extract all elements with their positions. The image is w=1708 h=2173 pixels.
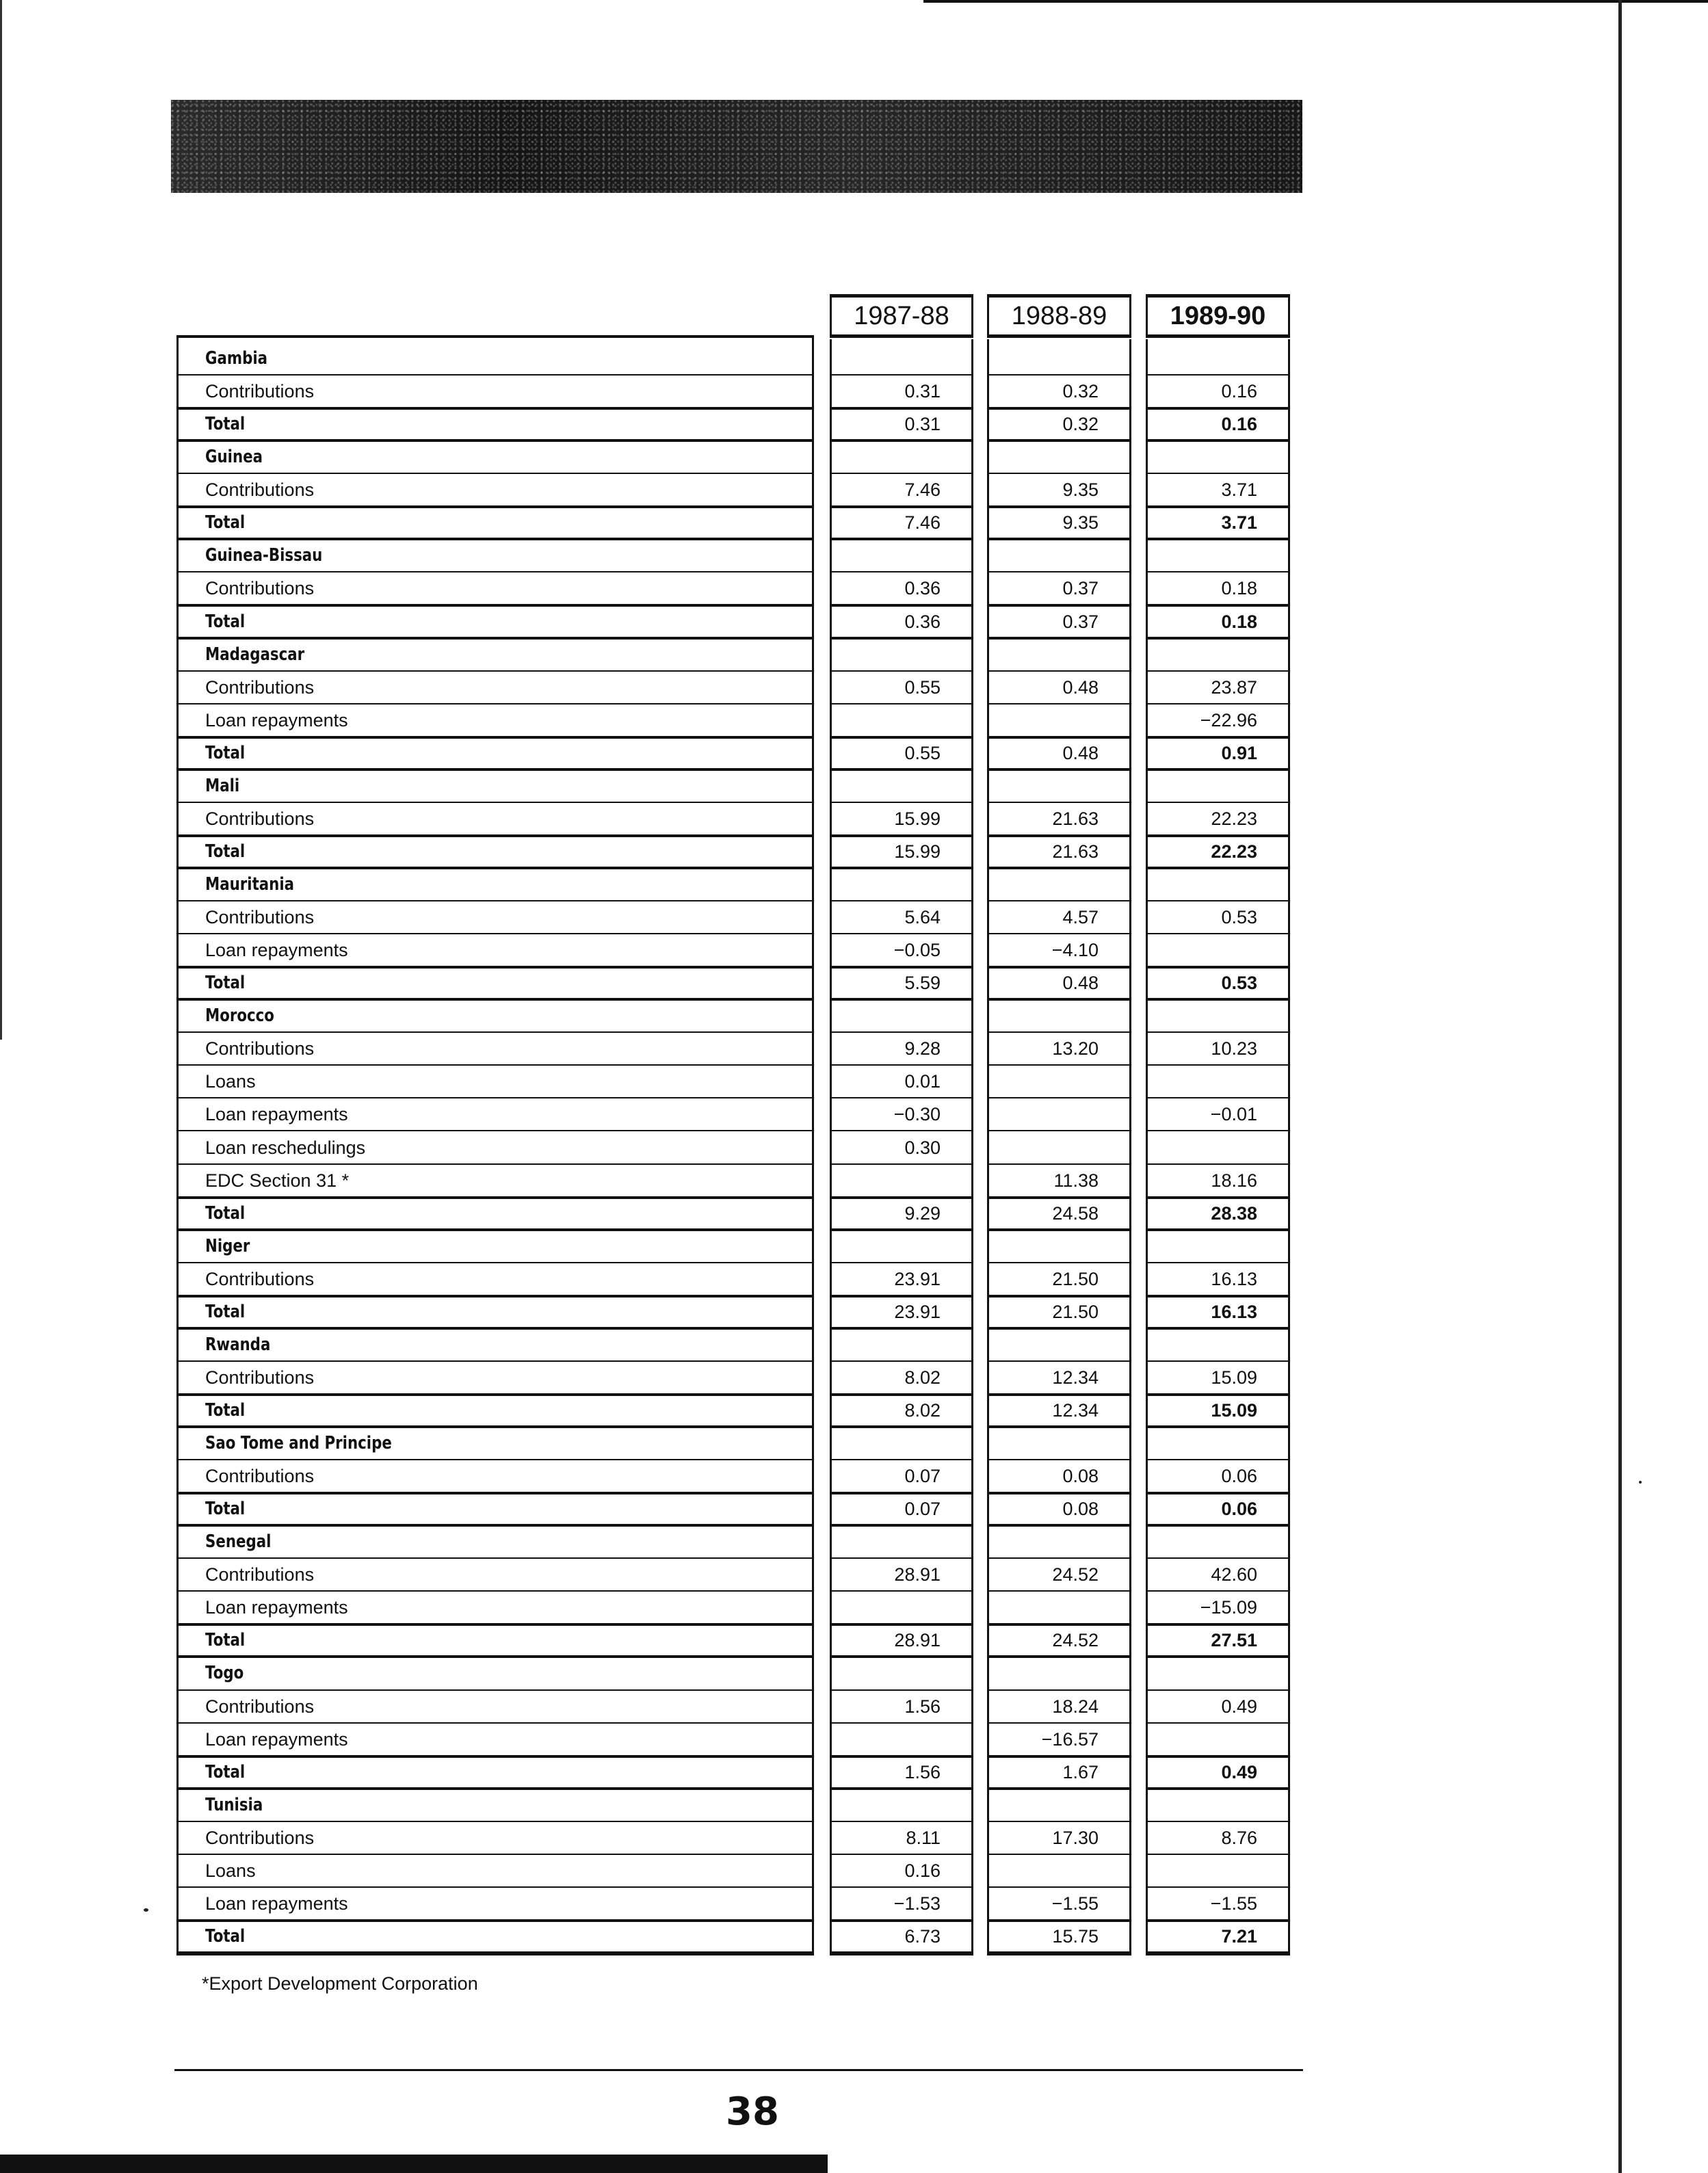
table-cell: 0.55 <box>904 676 941 698</box>
table-cell: 4.57 <box>1062 907 1099 928</box>
table-cell: 1.56 <box>904 1761 941 1782</box>
row-label: Contributions <box>205 1696 315 1717</box>
table-cell: −0.05 <box>893 940 941 961</box>
scan-speck <box>144 1908 148 1912</box>
table-cell: 0.49 <box>1221 1761 1257 1782</box>
table-cell: 0.37 <box>1062 611 1099 632</box>
table-cell: 21.50 <box>1052 1301 1099 1322</box>
table-cell: 0.08 <box>1062 1466 1099 1487</box>
footer-rule <box>174 2069 1303 2071</box>
row-label: Contributions <box>205 907 315 928</box>
table-cell: 21.63 <box>1052 841 1099 862</box>
row-label: Loan repayments <box>205 1104 348 1125</box>
row-label: Loans <box>205 1860 256 1881</box>
table-cell: 23.91 <box>894 1268 941 1289</box>
table-cell: 0.37 <box>1062 578 1099 599</box>
scan-speck <box>1639 1481 1642 1484</box>
footnote: *Export Development Corporation <box>202 1973 478 1994</box>
total-label: Total <box>205 1925 246 1947</box>
value-column-frame <box>830 339 973 1955</box>
country-name: Mali <box>205 775 240 796</box>
table-cell: 0.01 <box>904 1071 941 1092</box>
table-cell: 1.56 <box>904 1696 941 1717</box>
scan-edge-bottom <box>0 2155 828 2173</box>
row-label: EDC Section 31 * <box>205 1170 350 1191</box>
total-label: Total <box>205 1499 246 1520</box>
table-cell: 15.09 <box>1211 1367 1257 1388</box>
total-label: Total <box>205 1761 246 1782</box>
table-cell: −1.53 <box>893 1893 941 1914</box>
total-label: Total <box>205 1202 246 1224</box>
country-name: Tunisia <box>205 1794 263 1815</box>
total-label: Total <box>205 973 246 994</box>
total-label: Total <box>205 1630 246 1651</box>
table-cell: 0.53 <box>1221 973 1257 994</box>
table-cell: 0.36 <box>904 611 941 632</box>
table-cell: 21.50 <box>1052 1268 1099 1289</box>
table-cell: 9.35 <box>1062 479 1099 501</box>
row-label: Loan repayments <box>205 1597 348 1618</box>
table-cell: 22.23 <box>1211 841 1257 862</box>
table-cell: 0.55 <box>904 742 941 763</box>
row-label: Contributions <box>205 1466 315 1487</box>
table-cell: 24.52 <box>1052 1630 1099 1651</box>
table-cell: 15.99 <box>894 808 941 829</box>
table-cell: 5.59 <box>904 973 941 994</box>
table-cell: 0.49 <box>1221 1696 1257 1717</box>
scan-edge-left <box>0 0 2 1040</box>
header-band <box>171 100 1302 193</box>
country-name: Mauritania <box>205 874 295 895</box>
table-cell: 10.23 <box>1211 1038 1257 1059</box>
table-cell: 28.38 <box>1211 1202 1257 1224</box>
country-name: Rwanda <box>205 1334 271 1355</box>
table-cell: 9.35 <box>1062 512 1099 534</box>
label-column-frame <box>176 337 814 1955</box>
table-cell: 8.76 <box>1221 1827 1257 1848</box>
table-cell: 0.08 <box>1062 1499 1099 1520</box>
table-cell: 0.31 <box>904 381 941 402</box>
table-cell: 0.48 <box>1062 973 1099 994</box>
table-cell: −0.30 <box>893 1104 941 1125</box>
country-name: Guinea-Bissau <box>205 545 323 566</box>
table-cell: 9.28 <box>904 1038 941 1059</box>
row-label: Contributions <box>205 1038 315 1059</box>
total-label: Total <box>205 841 246 862</box>
table-cell: −0.01 <box>1210 1104 1257 1125</box>
table-cell: 23.91 <box>894 1301 941 1322</box>
column-header-0: 1987-88 <box>830 294 973 338</box>
row-label: Contributions <box>205 676 315 698</box>
table-cell: 0.31 <box>904 414 941 435</box>
table-cell: 7.46 <box>904 479 941 501</box>
total-label: Total <box>205 1301 246 1322</box>
country-name: Sao Tome and Principe <box>205 1433 392 1454</box>
table-cell: 0.48 <box>1062 742 1099 763</box>
table-cell: 8.02 <box>904 1399 941 1421</box>
table-cell: 11.38 <box>1053 1170 1099 1191</box>
table-cell: 8.02 <box>904 1367 941 1388</box>
table-cell: 0.16 <box>1221 414 1257 435</box>
country-name: Guinea <box>205 447 263 468</box>
row-label: Contributions <box>205 578 315 599</box>
table-cell: 8.11 <box>906 1827 941 1848</box>
row-label: Loan repayments <box>205 1728 348 1750</box>
table-cell: 7.21 <box>1221 1925 1257 1947</box>
table-cell: 0.16 <box>904 1860 941 1881</box>
table-cell: 1.67 <box>1062 1761 1099 1782</box>
table-cell: 3.71 <box>1221 479 1257 501</box>
table-cell: 23.87 <box>1211 676 1257 698</box>
row-label: Contributions <box>205 479 315 501</box>
total-label: Total <box>205 512 246 534</box>
column-header-1: 1988-89 <box>987 294 1131 338</box>
table-cell: 18.16 <box>1211 1170 1257 1191</box>
scan-edge-right <box>1618 0 1622 2173</box>
table-cell: 27.51 <box>1211 1630 1257 1651</box>
table-cell: 12.34 <box>1052 1367 1099 1388</box>
table-cell: 15.75 <box>1052 1925 1099 1947</box>
table-cell: 28.91 <box>894 1630 941 1651</box>
table-cell: 24.52 <box>1052 1564 1099 1585</box>
value-column-frame <box>987 339 1131 1955</box>
table-cell: 0.30 <box>904 1137 941 1158</box>
row-label: Contributions <box>205 1564 315 1585</box>
row-label: Contributions <box>205 808 315 829</box>
table-cell: 15.99 <box>894 841 941 862</box>
table-cell: 15.09 <box>1211 1399 1257 1421</box>
table-cell: 0.06 <box>1221 1499 1257 1520</box>
table-cell: 0.16 <box>1221 381 1257 402</box>
total-label: Total <box>205 414 246 435</box>
country-name: Senegal <box>205 1531 272 1553</box>
value-column-frame <box>1146 339 1290 1955</box>
table-cell: 0.06 <box>1221 1466 1257 1487</box>
row-label: Loans <box>205 1071 256 1092</box>
table-cell: −22.96 <box>1200 709 1257 730</box>
country-name: Madagascar <box>205 644 305 665</box>
table-cell: 13.20 <box>1052 1038 1099 1059</box>
table-cell: 7.46 <box>904 512 941 534</box>
table-cell: 0.18 <box>1221 611 1257 632</box>
table-cell: 42.60 <box>1211 1564 1257 1585</box>
country-name: Morocco <box>205 1005 274 1027</box>
total-label: Total <box>205 611 246 632</box>
country-name: Niger <box>205 1235 250 1256</box>
table-cell: 0.07 <box>904 1466 941 1487</box>
table-cell: 22.23 <box>1211 808 1257 829</box>
table-cell: 0.91 <box>1221 742 1257 763</box>
table-cell: 21.63 <box>1052 808 1099 829</box>
row-label: Contributions <box>205 381 315 402</box>
table-cell: 0.53 <box>1221 907 1257 928</box>
page-number: 38 <box>726 2090 779 2134</box>
table-cell: 16.13 <box>1211 1268 1257 1289</box>
table-cell: 0.32 <box>1062 381 1099 402</box>
country-name: Gambia <box>205 348 268 369</box>
table-cell: 12.34 <box>1052 1399 1099 1421</box>
table-cell: −4.10 <box>1051 940 1099 961</box>
row-label: Loan repayments <box>205 1893 348 1914</box>
country-name: Togo <box>205 1663 244 1684</box>
table-cell: 0.07 <box>904 1499 941 1520</box>
row-label: Loan repayments <box>205 709 348 730</box>
table-cell: −1.55 <box>1210 1893 1257 1914</box>
table-cell: 28.91 <box>894 1564 941 1585</box>
scan-edge-top <box>923 0 1708 3</box>
table-cell: −16.57 <box>1041 1728 1099 1750</box>
table-cell: 24.58 <box>1052 1202 1099 1224</box>
table-cell: 5.64 <box>904 907 941 928</box>
table-cell: −15.09 <box>1200 1597 1257 1618</box>
row-label: Contributions <box>205 1268 315 1289</box>
row-label: Contributions <box>205 1367 315 1388</box>
total-label: Total <box>205 742 246 763</box>
row-label: Loan repayments <box>205 940 348 961</box>
table-cell: −1.55 <box>1051 1893 1099 1914</box>
column-header-2: 1989-90 <box>1146 294 1290 338</box>
table-cell: 0.36 <box>904 578 941 599</box>
table-cell: 18.24 <box>1052 1696 1099 1717</box>
total-label: Total <box>205 1399 246 1421</box>
table-cell: 6.73 <box>904 1925 941 1947</box>
table-cell: 16.13 <box>1211 1301 1257 1322</box>
table-cell: 3.71 <box>1221 512 1257 534</box>
table-cell: 0.32 <box>1062 414 1099 435</box>
row-label: Loan reschedulings <box>205 1137 366 1158</box>
table-cell: 0.48 <box>1062 676 1099 698</box>
row-label: Contributions <box>205 1827 315 1848</box>
table-cell: 9.29 <box>904 1202 941 1224</box>
table-cell: 17.30 <box>1052 1827 1099 1848</box>
table-cell: 0.18 <box>1221 578 1257 599</box>
